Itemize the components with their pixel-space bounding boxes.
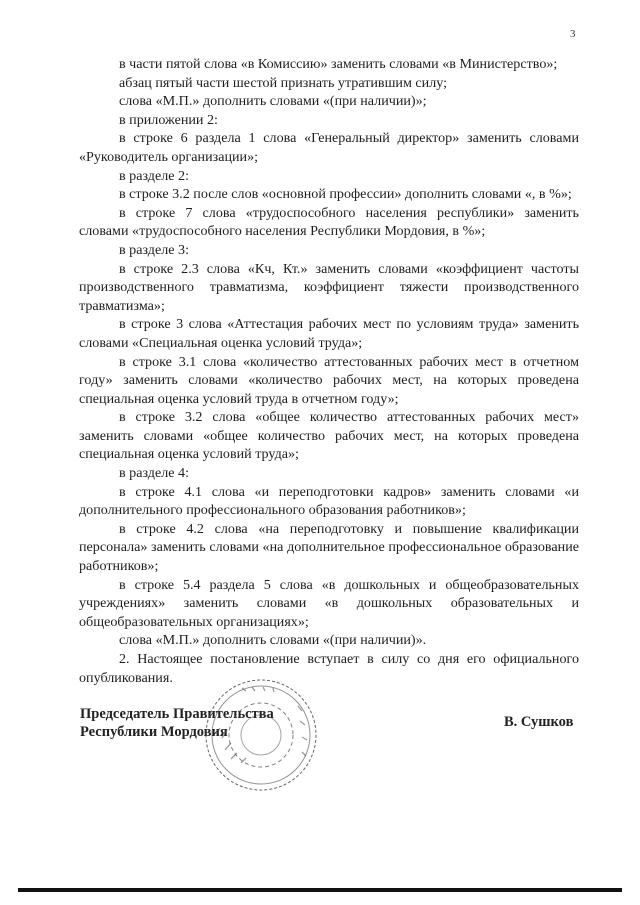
paragraph: в строке 3.2 слова «общее количество аттестованных рабочих мест» заменить словами «общее количество рабочих мест, на которых проведена специальная оценка условий труда»; bbox=[79, 409, 579, 463]
document-body bbox=[79, 55, 579, 687]
paragraph: в строке 4.1 слова «и переподготовки кадров» заменить словами «и дополнительного профессионального образования работников»; bbox=[79, 483, 579, 519]
paragraph: слова «М.П.» дополнить словами «(при наличии)». bbox=[119, 632, 427, 649]
paragraph: абзац пятый части шестой признать утратившим силу; bbox=[119, 74, 448, 91]
page-bottom-border bbox=[18, 888, 622, 892]
signatory-name: В. Сушков bbox=[504, 714, 574, 730]
signatory-title-line-2: Республики Мордовия bbox=[80, 724, 228, 740]
paragraph: в строке 2.3 слова «Кч, Кт.» заменить словами «коэффициент частоты производственного травматизма, коэффициент тяжести производственного травматизма»; bbox=[79, 260, 579, 314]
paragraph: в строке 5.4 раздела 5 слова «в дошкольных и общеобразовательных учреждениях» заменить словами «в дошкольных образовательных и общеобразовательных организациях»; bbox=[79, 576, 579, 630]
paragraph: в разделе 3: bbox=[119, 241, 189, 258]
paragraph: в строке 3 слова «Аттестация рабочих мест по условиям труда» заменить словами «Специальная оценка условий труда»; bbox=[79, 316, 579, 351]
official-seal-stamp bbox=[202, 676, 320, 794]
paragraph: в части пятой слова «в Комиссию» заменить словами «в Министерство»; bbox=[119, 56, 558, 72]
paragraph: в строке 6 раздела 1 слова «Генеральный директор» заменить словами «Руководитель организации»; bbox=[79, 130, 579, 165]
paragraph: в строке 7 слова «трудоспособного населения республики» заменить словами «трудоспособного населения Республики Мордовия, в %»; bbox=[79, 204, 579, 240]
paragraph: в строке 3.1 слова «количество аттестованных рабочих мест в отчетном году» заменить словами «количество рабочих мест, на которых проведена специальная оценка условий труда в отчетном году»; bbox=[79, 353, 579, 407]
page-number: 3 bbox=[570, 28, 576, 40]
paragraph: в строке 3.2 после слов «основной профессии» дополнить словами «, в %»; bbox=[119, 186, 572, 203]
paragraph: в строке 4.2 слова «на переподготовку и повышение квалификации персонала» заменить словами «на дополнительное профессиональное образование работников»; bbox=[79, 520, 579, 575]
paragraph: 2. Настоящее постановление вступает в силу со дня его официального опубликования. bbox=[79, 651, 579, 686]
paragraph: слова «М.П.» дополнить словами «(при наличии)»; bbox=[119, 93, 427, 110]
signatory-title-line-1: Председатель Правительства bbox=[80, 706, 274, 722]
paragraph: в разделе 2: bbox=[119, 167, 189, 184]
paragraph: в приложении 2: bbox=[119, 111, 218, 128]
paragraph: в разделе 4: bbox=[119, 465, 189, 482]
